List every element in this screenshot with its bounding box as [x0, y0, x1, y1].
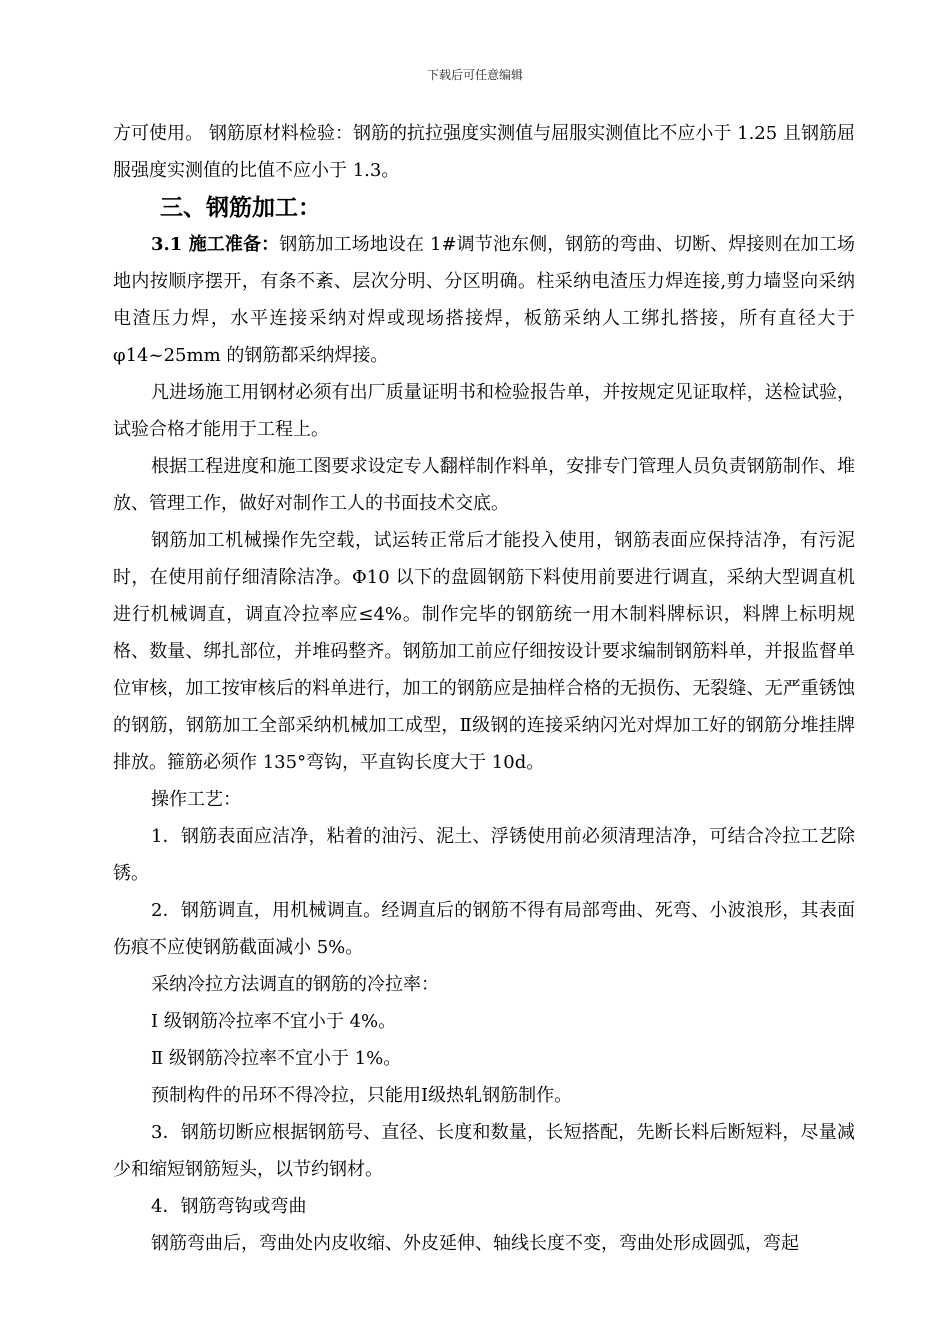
paragraph-text: 钢筋加工场地设在 1#调节池东侧，钢筋的弯曲、切断、焊接则在加工场地内按顺序摆开，有条不紊、层次分明、分区明确。柱采纳电渣压力焊连接,剪力墙竖向采纳电渣压力焊，水平连接采纳对焊或现场搭接焊，板筋采纳人工绑扎搭接，所有直径大于 φ14~25mm 的钢筋都采纳焊接。 [113, 234, 855, 366]
paragraph-step-2: 2．钢筋调直，用机械调直。经调直后的钢筋不得有局部弯曲、死弯、小波浪形，其表面伤痕不应使钢筋截面减小 5%。 [113, 900, 855, 958]
paragraph-steel-entry: 凡进场施工用钢材必须有出厂质量证明书和检验报告单，并按规定见证取样，送检试验，试验合格才能用于工程上。 [113, 382, 855, 440]
paragraph-machine-operation: 钢筋加工机械操作先空载，试运转正常后才能投入使用，钢筋表面应保持洁净，有污泥时，在使用前仔细清除洁净。Φ10 以下的盘圆钢筋下料使用前要进行调直，采纳大型调直机进行机械调直，调直冷拉率应≤4%。制作完毕的钢筋统一用木制料牌标识，料牌上标明规格、数量、绑扎部位，并堆码整齐。钢筋加工前应仔细按设计要求编制钢筋料单，并报监督单位审核，加工按审核后的料单进行，加工的钢筋应是抽样合格的无损伤、无裂缝、无严重锈蚀的钢筋，钢筋加工全部采纳机械加工成型，Ⅱ级钢的连接采纳闪光对焊加工好的钢筋分堆挂牌排放。箍筋必须作 135°弯钩，平直钩长度大于 10d。 [113, 530, 855, 773]
paragraph-grade-2: Ⅱ 级钢筋冷拉率不宜小于 1%。 [151, 1048, 402, 1069]
paragraph-process-title: 操作工艺： [151, 789, 241, 810]
paragraph-bending: 钢筋弯曲后，弯曲处内皮收缩、外皮延伸、轴线长度不变，弯曲处形成圆弧，弯起 [151, 1233, 799, 1254]
paragraph-construction-prep [113, 226, 855, 374]
paragraph-label: 3.1 施工准备： [151, 234, 280, 255]
paragraph-step-4: 4．钢筋弯钩或弯曲 [151, 1196, 307, 1217]
paragraph-material-test: 方可使用。 钢筋原材料检验：钢筋的抗拉强度实测值与屈服实测值比不应小于 1.25 且钢筋屈服强度实测值的比值不应小于 1.3。 [113, 123, 855, 181]
paragraph-cold-draw-rate: 采纳冷拉方法调直的钢筋的冷拉率： [151, 974, 439, 995]
paragraph-schedule: 根据工程进度和施工图要求设定专人翻样制作料单，安排专门管理人员负责钢筋制作、堆放、管理工作，做好对制作工人的书面技术交底。 [113, 456, 855, 514]
paragraph-step-3: 3．钢筋切断应根据钢筋号、直径、长度和数量，长短搭配，先断长料后断短料，尽量减少和缩短钢筋短头，以节约钢材。 [113, 1122, 855, 1180]
page-header: 下载后可任意编辑 [426, 68, 523, 82]
paragraph-lifting-ring: 预制构件的吊环不得冷拉，只能用Ⅰ级热轧钢筋制作。 [151, 1085, 573, 1106]
paragraph-step-1: 1．钢筋表面应洁净，粘着的油污、泥土、浮锈使用前必须清理洁净，可结合冷拉工艺除锈。 [113, 826, 855, 884]
paragraph-grade-1: Ⅰ 级钢筋冷拉率不宜小于 4%。 [151, 1011, 397, 1032]
section-heading: 三、钢筋加工： [160, 195, 321, 221]
